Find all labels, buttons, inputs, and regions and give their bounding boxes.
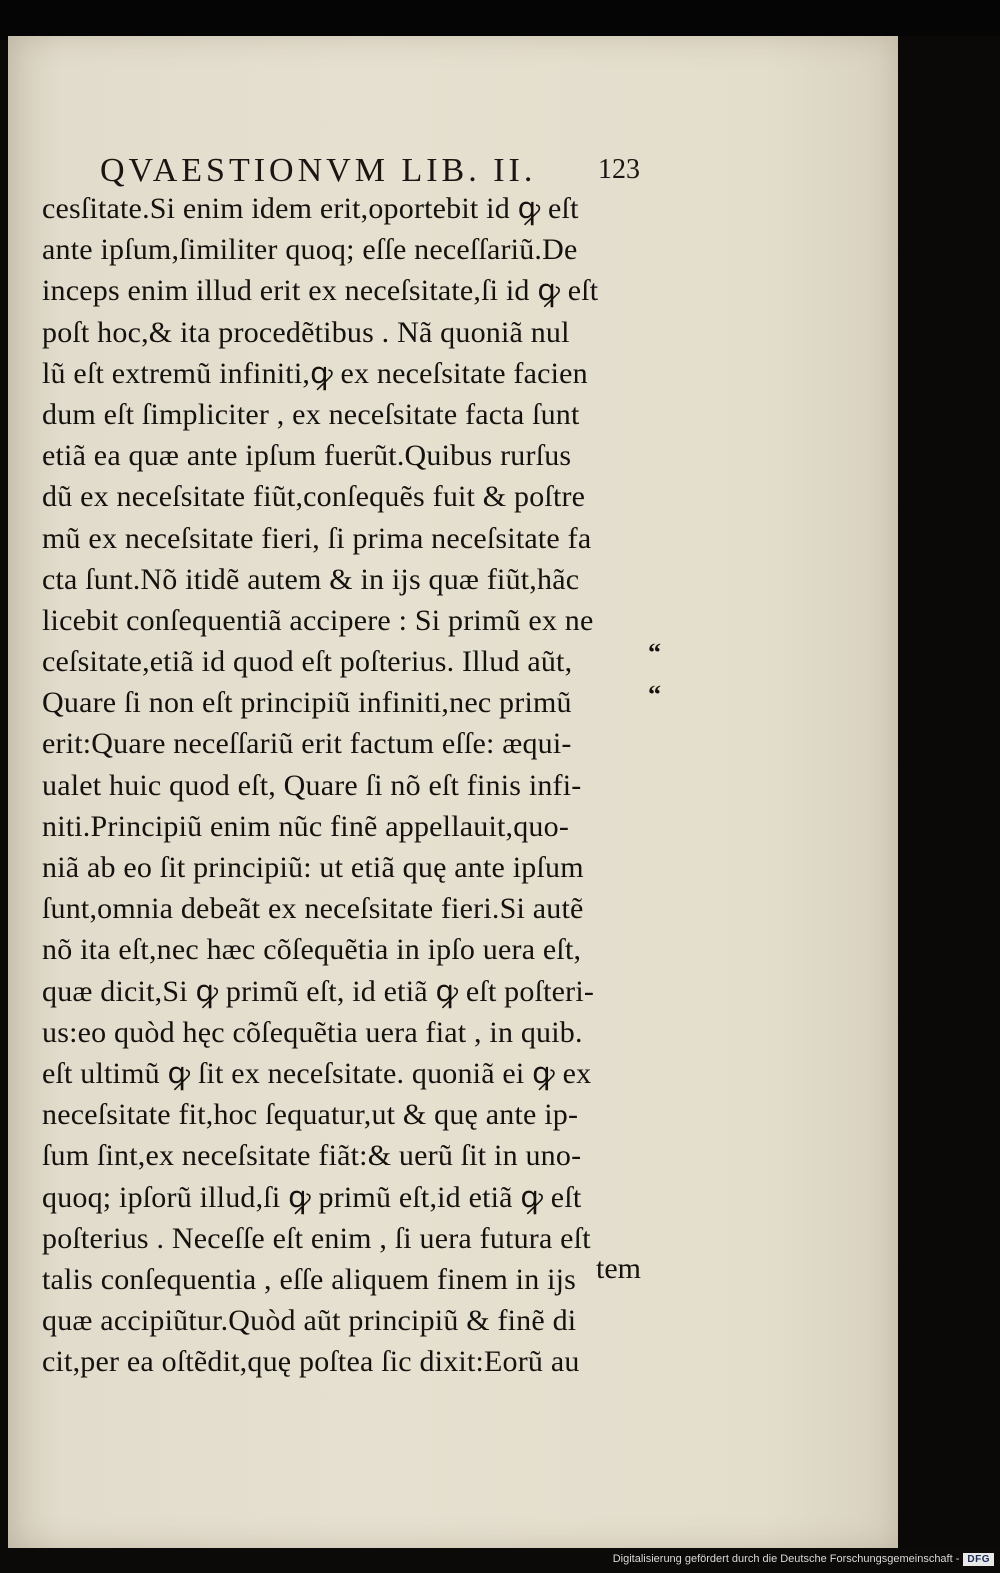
text-line: eſt ultimũ ꝙ ſit ex neceſsitate. quoniã ei ꝙ ex — [42, 1056, 592, 1090]
text-line: inceps enim illud erit ex neceſsitate,ſi id ꝙ eſt — [42, 274, 599, 308]
text-line: ante ipſum,ſimiliter quoq; eſſe neceſſariũ.De — [42, 233, 578, 267]
text-line: niã ab eo ſit principiũ: ut etiã quę ante ipſum — [42, 851, 584, 884]
folio-number: 123 — [598, 154, 640, 185]
text-line: neceſsitate fit,hoc ſequatur,ut & quę ante ip- — [42, 1098, 579, 1132]
marginal-quote-mark: “ — [648, 638, 661, 667]
text-line: ceſsitate,etiã id quod eſt poſterius. Illud aũt, — [42, 645, 573, 679]
text-block — [42, 188, 642, 1382]
text-line: ſum ſint,ex neceſsitate fiãt:& uerũ ſit in uno- — [42, 1139, 582, 1173]
text-line: dum eſt ſimpliciter , ex neceſsitate facta ſunt — [42, 397, 580, 431]
text-line: us:eo quòd hęc cõſequẽtia uera fiat , in quib. — [42, 1015, 583, 1049]
text-line: dũ ex neceſsitate fiũt,conſequẽs fuit & poſtre — [42, 480, 586, 514]
text-line: cit,per ea oſtẽdit,quę poſtea ſic dixit:Eorũ au — [42, 1345, 580, 1379]
text-line: erit:Quare neceſſariũ erit factum eſſe: æqui- — [42, 727, 572, 761]
scan-background-top — [0, 0, 1000, 40]
text-line: quæ dicit,Si ꝙ primũ eſt, id etiã ꝙ eſt poſteri- — [42, 974, 595, 1008]
scan-background-right — [898, 36, 1000, 1548]
text-line: quoq; ipſorũ illud,ſi ꝙ primũ eſt,id etiã ꝙ eſt — [42, 1180, 582, 1214]
text-line: poſt hoc,& ita procedẽtibus . Nã quoniã nul — [42, 315, 570, 349]
text-line: lũ eſt extremũ infiniti,ꝙ ex neceſsitate facien — [42, 356, 588, 390]
text-line: mũ ex neceſsitate fieri, ſi prima neceſsitate fa — [42, 521, 592, 555]
text-line: Quare ſi non eſt principiũ infiniti,nec primũ — [42, 686, 572, 720]
text-line: poſterius . Neceſſe eſt enim , ſi uera futura eſt — [42, 1221, 591, 1255]
text-line: talis conſequentia , eſſe aliquem finem in ijs — [42, 1262, 577, 1296]
text-line: niti.Principiũ enim nũc finẽ appellauit,quo- — [42, 809, 570, 843]
running-title: QVAESTIONVM LIB. II. — [100, 152, 537, 189]
digitization-credit — [613, 1548, 994, 1570]
text-line: nõ ita eſt,nec hæc cõſequẽtia in ipſo uera eſt, — [42, 933, 582, 967]
text-line: etiã ea quæ ante ipſum fuerũt.Quibus rurſus — [42, 439, 572, 473]
text-line: cesſitate.Si enim idem erit,oportebit id ꝙ eſt — [42, 192, 579, 225]
text-line: licebit conſequentiã accipere : Si primũ ex ne — [42, 603, 594, 637]
text-line: quæ accipiũtur.Quòd aũt principiũ & finẽ di — [42, 1304, 577, 1338]
credit-text: Digitalisierung gefördert durch die Deutsche Forschungsgemeinschaft - — [612, 1553, 960, 1565]
text-line: cta ſunt.Nõ itidẽ autem & in ijs quæ fiũt,hãc — [42, 562, 580, 596]
dfg-logo: DFG — [963, 1553, 994, 1566]
catchword: tem — [596, 1252, 641, 1285]
text-line: ualet huic quod eſt, Quare ſi nõ eſt finis infi- — [42, 768, 582, 802]
text-line: ſunt,omnia debeãt ex neceſsitate fieri.Si autẽ — [42, 892, 584, 926]
marginal-quote-mark: “ — [648, 680, 661, 709]
